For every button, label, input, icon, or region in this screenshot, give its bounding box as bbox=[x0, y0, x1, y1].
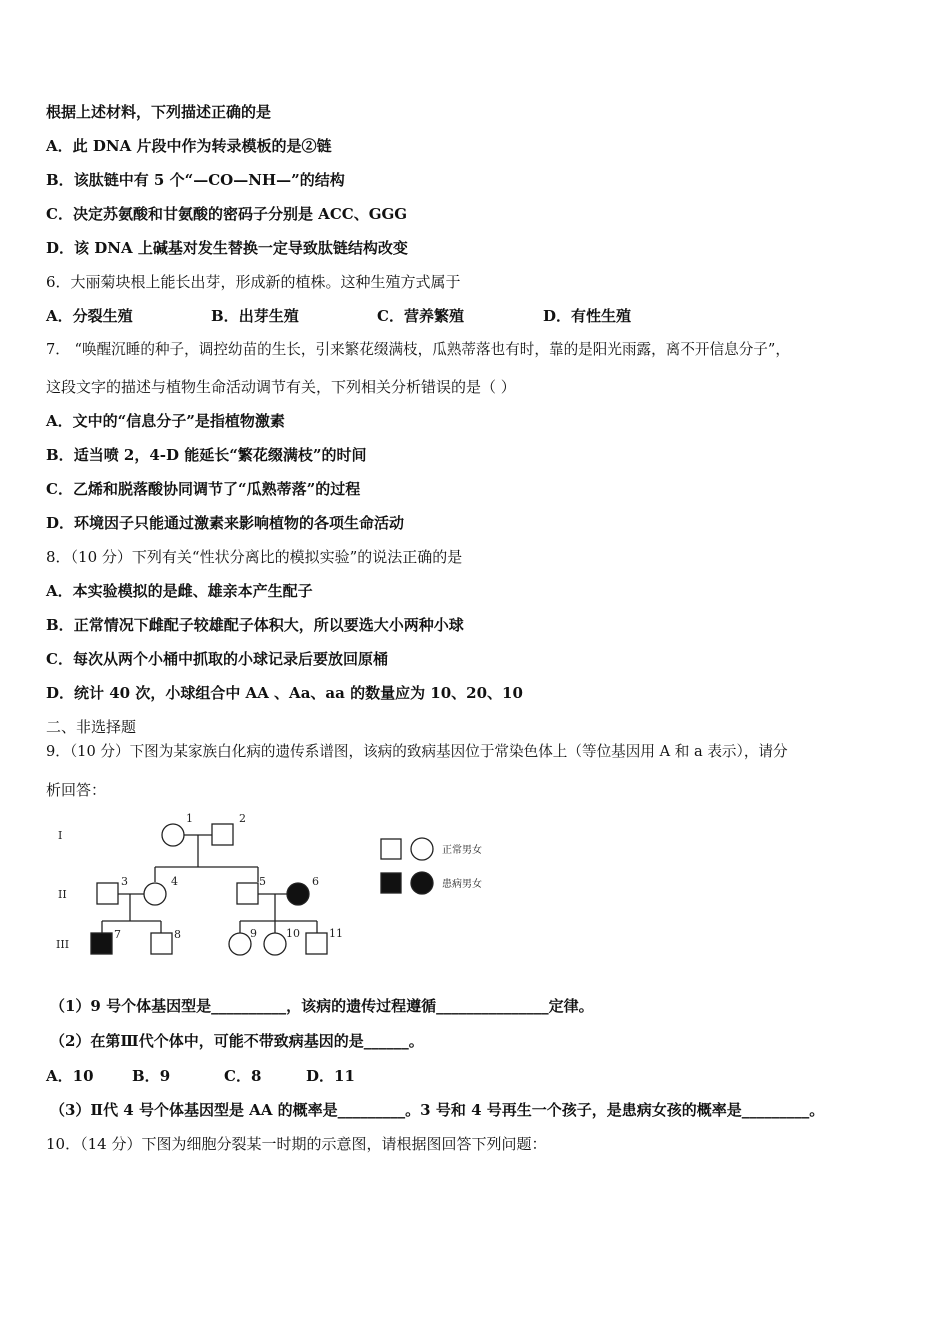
q6-option-a: A．分裂生殖 bbox=[46, 307, 133, 325]
generation-label-I: I bbox=[58, 829, 63, 842]
q9-sub2-option-d: D．11 bbox=[306, 1067, 355, 1085]
q6-option-d: D．有性生殖 bbox=[543, 307, 632, 325]
individual-11 bbox=[306, 933, 327, 954]
q9-sub2-option-c: C．8 bbox=[224, 1067, 262, 1085]
q8-stem: 8．（10 分）下列有关“性状分离比的模拟实验”的说法正确的是 bbox=[46, 548, 463, 566]
individual-9 bbox=[229, 933, 251, 955]
q9-sub3: （3）Ⅱ代 4 号个体基因型是 AA 的概率是_________。3 号和 4 号再生一个孩子，是患病女孩的概率是_________。 bbox=[50, 1101, 825, 1119]
legend-normal-female bbox=[411, 838, 433, 860]
q6-stem: 6．大丽菊块根上能长出芽，形成新的植株。这种生殖方式属于 bbox=[46, 273, 461, 291]
q5-stem: 根据上述材料，下列描述正确的是 bbox=[46, 103, 272, 121]
q7-option-b: B．适当喷 2，4-D 能延长“繁花缀满枝”的时间 bbox=[46, 446, 367, 464]
q9-sub1: （1）9 号个体基因型是__________，该病的遗传过程遵循_______________定律。 bbox=[50, 997, 594, 1015]
label-1: 1 bbox=[186, 812, 193, 825]
q7-stem-line2: 这段文字的描述与植物生命活动调节有关，下列相关分析错误的是（ ） bbox=[46, 378, 516, 396]
label-6: 6 bbox=[312, 875, 319, 888]
legend-affected-label: 患病男女 bbox=[442, 879, 482, 890]
section-title: 二、非选择题 bbox=[46, 718, 137, 736]
label-3: 3 bbox=[121, 875, 128, 888]
legend-normal-label: 正常男女 bbox=[442, 845, 482, 856]
q10-stem: 10．（14 分）下图为细胞分裂某一时期的示意图，请根据图回答下列问题： bbox=[46, 1135, 547, 1153]
q7-option-c: C．乙烯和脱落酸协同调节了“瓜熟蒂落”的过程 bbox=[46, 480, 361, 498]
q5-option-c: C．决定苏氨酸和甘氨酸的密码子分别是 ACC、GGG bbox=[46, 205, 408, 223]
q5-option-b: B．该肽链中有 5 个“—CO—NH—”的结构 bbox=[46, 171, 345, 189]
q5-option-a: A．此 DNA 片段中作为转录模板的是②链 bbox=[46, 137, 332, 155]
label-4: 4 bbox=[171, 875, 178, 888]
legend-affected-male bbox=[381, 873, 401, 893]
q9-sub2-option-b: B．9 bbox=[132, 1067, 171, 1085]
label-10: 10 bbox=[286, 927, 300, 940]
label-2: 2 bbox=[239, 812, 246, 825]
individual-2 bbox=[212, 824, 233, 845]
q7-option-d: D．环境因子只能通过激素来影响植物的各项生命活动 bbox=[46, 514, 405, 532]
legend-normal-male bbox=[381, 839, 401, 859]
q9-sub2: （2）在第Ⅲ代个体中，可能不带致病基因的是______。 bbox=[50, 1032, 424, 1050]
legend-affected-female bbox=[411, 872, 433, 894]
q8-option-d: D．统计 40 次，小球组合中 AA 、Aa、aa 的数量应为 10、20、10 bbox=[46, 684, 523, 702]
label-7: 7 bbox=[114, 928, 121, 941]
generation-label-II: II bbox=[58, 888, 67, 901]
individual-7 bbox=[91, 933, 112, 954]
pedigree-diagram bbox=[40, 805, 520, 965]
q6-option-c: C．营养繁殖 bbox=[377, 307, 464, 325]
q5-option-d: D．该 DNA 上碱基对发生替换一定导致肽链结构改变 bbox=[46, 239, 408, 257]
q7-option-a: A．文中的“信息分子”是指植物激素 bbox=[46, 412, 285, 430]
individual-4 bbox=[144, 883, 166, 905]
individual-8 bbox=[151, 933, 172, 954]
q7-stem-line1: 7． “唤醒沉睡的种子，调控幼苗的生长，引来繁花缀满枝，瓜熟蒂落也有时，靠的是阳光雨露，离不开信息分子”， bbox=[46, 341, 790, 358]
generation-label-III: III bbox=[56, 938, 70, 951]
label-8: 8 bbox=[174, 928, 181, 941]
q9-sub2-option-a: A．10 bbox=[46, 1067, 94, 1085]
individual-10 bbox=[264, 933, 286, 955]
q8-option-a: A．本实验模拟的是雌、雄亲本产生配子 bbox=[46, 582, 313, 600]
q9-stem-line2: 析回答： bbox=[46, 781, 107, 799]
q6-option-b: B．出芽生殖 bbox=[211, 307, 299, 325]
q8-option-c: C．每次从两个小桶中抓取的小球记录后要放回原桶 bbox=[46, 650, 388, 668]
individual-5 bbox=[237, 883, 258, 904]
q8-option-b: B．正常情况下雌配子较雄配子体积大，所以要选大小两种小球 bbox=[46, 616, 464, 634]
label-5: 5 bbox=[259, 875, 266, 888]
individual-6 bbox=[287, 883, 309, 905]
individual-1 bbox=[162, 824, 184, 846]
q9-stem-line1: 9．（10 分）下图为某家族白化病的遗传系谱图，该病的致病基因位于常染色体上（等位基因用 A 和 a 表示），请分 bbox=[46, 743, 788, 760]
label-9: 9 bbox=[250, 927, 257, 940]
label-11: 11 bbox=[329, 927, 343, 940]
individual-3 bbox=[97, 883, 118, 904]
